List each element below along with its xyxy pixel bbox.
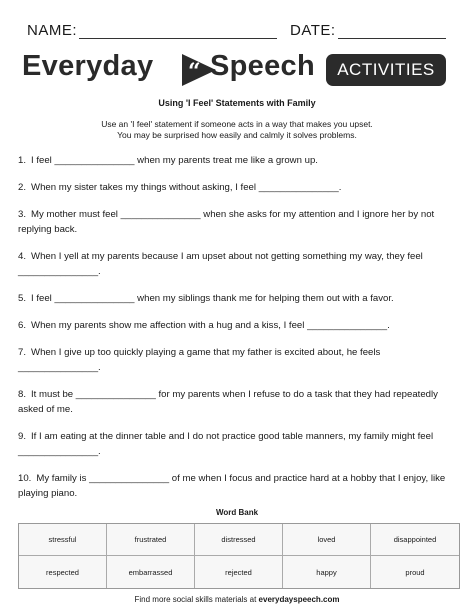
question-number: 5. <box>18 293 27 304</box>
word-bank-word: happy <box>283 556 371 588</box>
brand-word-speech: Speech <box>210 50 315 82</box>
question-text: It must be _______________ for my parents when I refuse to do a task that they had repeatedly asked of me. <box>18 389 438 415</box>
question-item[interactable] <box>18 180 456 195</box>
question-item[interactable] <box>18 318 456 333</box>
quote-glyph: “ <box>188 59 201 85</box>
word-bank-word: distressed <box>195 524 283 556</box>
word-bank-word: frustrated <box>107 524 195 556</box>
word-bank-word: stressful <box>19 524 107 556</box>
question-text: When my sister takes my things without asking, I feel _______________. <box>31 182 342 193</box>
footer-link[interactable]: everydayspeech.com <box>258 595 340 604</box>
question-text: When I give up too quickly playing a game that my father is excited about, he feels _______________. <box>18 347 381 373</box>
question-list <box>18 153 456 513</box>
question-number: 1. <box>18 155 27 166</box>
question-item[interactable] <box>18 207 456 237</box>
question-number: 9. <box>18 431 27 442</box>
footer <box>0 595 474 604</box>
question-item[interactable] <box>18 429 456 459</box>
word-bank-grid <box>18 523 460 589</box>
word-bank-word: respected <box>19 556 107 588</box>
question-number: 7. <box>18 347 27 358</box>
name-field-line[interactable] <box>79 38 277 39</box>
date-field-line[interactable] <box>338 38 446 39</box>
question-item[interactable] <box>18 345 456 375</box>
word-bank-word: rejected <box>195 556 283 588</box>
brand-word-everyday: Everyday <box>22 50 154 82</box>
word-bank-title: Word Bank <box>215 508 259 517</box>
word-bank-word: loved <box>283 524 371 556</box>
question-item[interactable] <box>18 249 456 279</box>
question-item[interactable] <box>18 153 456 168</box>
instruction-line-1: Use an 'I feel' statement if someone acts in a way that makes you upset. <box>101 119 373 129</box>
question-item[interactable] <box>18 471 456 501</box>
footer-text: Find more social skills materials at <box>134 595 257 604</box>
word-bank-word: disappointed <box>371 524 459 556</box>
activities-badge: ACTIVITIES <box>326 54 446 86</box>
question-number: 4. <box>18 251 27 262</box>
worksheet-title: Using 'I Feel' Statements with Family <box>158 98 316 108</box>
question-number: 8. <box>18 389 27 400</box>
question-number: 3. <box>18 209 27 220</box>
word-bank-word: embarrassed <box>107 556 195 588</box>
name-label: NAME: <box>27 22 78 39</box>
question-text: I feel _______________ when my siblings thank me for helping them out with a favor. <box>31 293 394 304</box>
word-bank-word: proud <box>405 567 425 577</box>
question-text: My mother must feel _______________ when she asks for my attention and I ignore her by not replying back. <box>18 209 435 235</box>
question-number: 6. <box>18 320 27 331</box>
worksheet-instructions <box>0 119 474 141</box>
instruction-line-2: You may be surprised how easily and calmly it solves problems. <box>117 130 357 140</box>
question-text: When I yell at my parents because I am upset about not getting something my way, they feel _______________. <box>18 251 423 277</box>
question-text: When my parents show me affection with a hug and a kiss, I feel _______________. <box>31 320 390 331</box>
name-date-header <box>27 22 447 42</box>
question-item[interactable] <box>18 291 456 306</box>
question-text: My family is _______________ of me when I focus and practice hard at a hobby that I enjoy, like playing piano. <box>18 473 446 499</box>
question-text: If I am eating at the dinner table and I do not practice good table manners, my family might feel _______________. <box>18 431 434 457</box>
question-item[interactable] <box>18 387 456 417</box>
date-label: DATE: <box>290 22 336 39</box>
question-number: 2. <box>18 182 27 193</box>
question-text: I feel _______________ when my parents treat me like a grown up. <box>31 155 318 166</box>
question-number: 10. <box>18 473 32 484</box>
